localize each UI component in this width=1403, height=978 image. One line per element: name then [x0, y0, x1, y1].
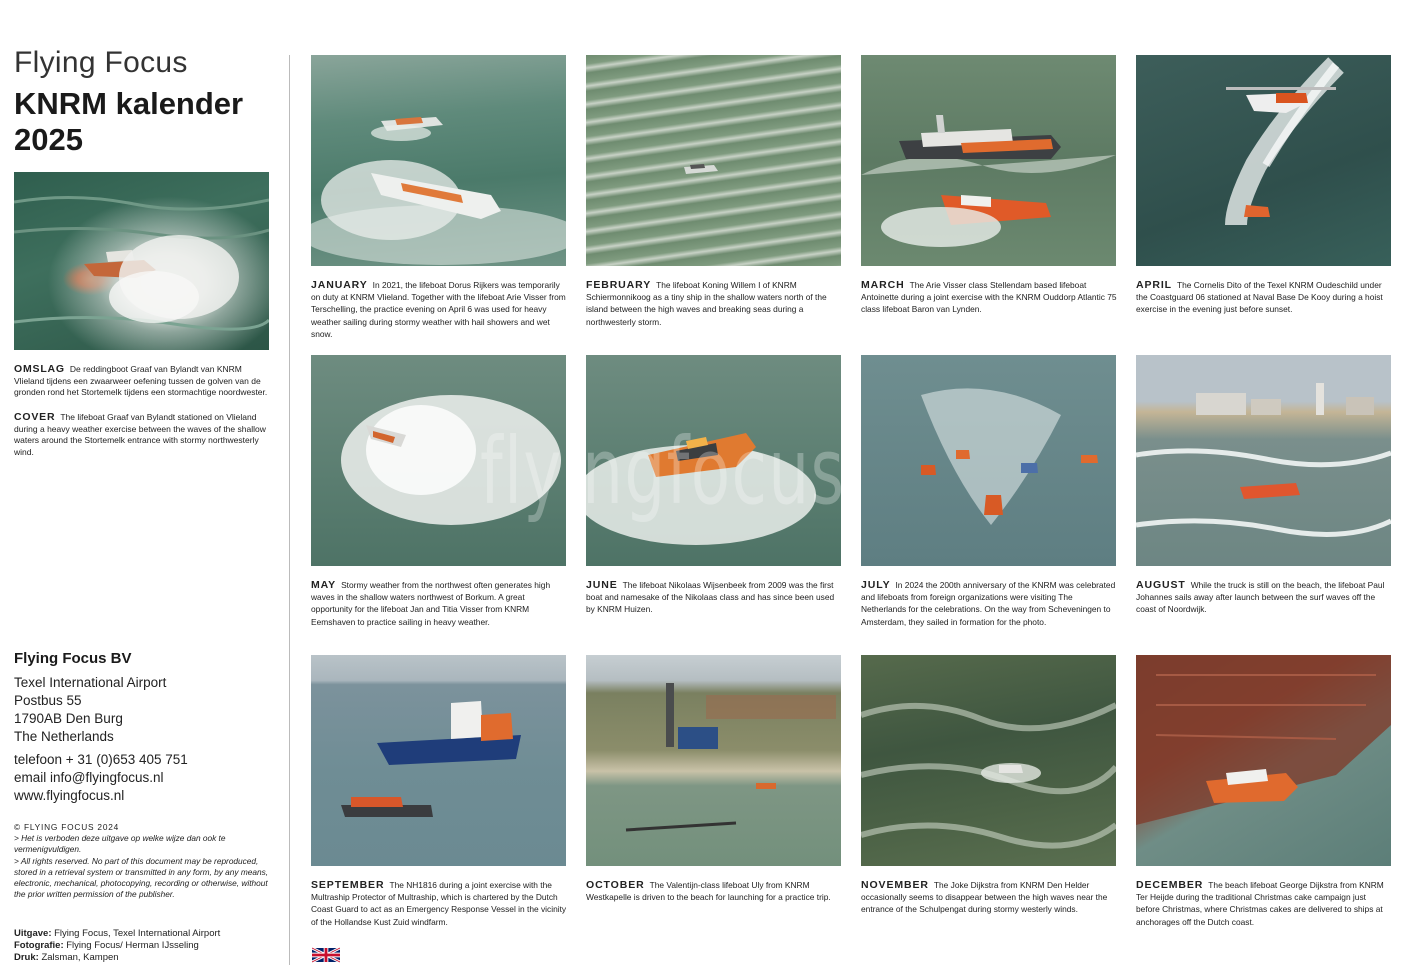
- month-label-january: JANUARY: [311, 279, 368, 291]
- photo-january: [311, 55, 566, 266]
- watermark: flyingfocus: [480, 418, 846, 525]
- caption-text-october: The Valentijn-class lifeboat Uly from KNRM Westkapelle is driven to the beach for launching for a practice trip.: [586, 880, 831, 903]
- month-label-march: MARCH: [861, 279, 905, 291]
- phone-number: telefoon + 31 (0)653 405 751: [14, 752, 188, 767]
- photo-march: [861, 55, 1116, 266]
- caption-september: [311, 879, 567, 928]
- druk-value: Zalsman, Kampen: [41, 952, 119, 963]
- caption-text-april: The Cornelis Dito of the Texel KNRM Oudeschild under the Coastguard 06 stationed at Naval Base De Kooy during a hoist exercise in the evening just before sunset.: [1136, 280, 1383, 315]
- fotografie-value: Flying Focus/ Herman IJsseling: [66, 940, 199, 951]
- caption-text-december: The beach lifeboat George Dijkstra from KNRM Ter Heijde during the traditional Christmas cake campaign just before Christmas, where Christmas cakes are delivered to ships at anchorages off the Dutch coast.: [1136, 880, 1384, 927]
- omslag-label: OMSLAG: [14, 363, 65, 375]
- month-label-july: JULY: [861, 579, 891, 591]
- caption-october: [586, 879, 842, 903]
- caption-december: [1136, 879, 1392, 928]
- month-label-december: DECEMBER: [1136, 879, 1204, 891]
- caption-text-july: In 2024 the 200th anniversary of the KNRM was celebrated and lifeboats from foreign organizations were visiting The Netherlands for the celebrations. On the way from Scheveningen to Amsterdam, they sailed in formation for the photo.: [861, 580, 1116, 627]
- fotografie-label: Fotografie:: [14, 940, 64, 951]
- photo-may: [311, 355, 566, 566]
- credits: [14, 928, 220, 964]
- caption-text-february: The lifeboat Koning Willem I of KNRM Schiermonnikoog as a tiny ship in the shallow waters north of the island between the high waves and breaking seas during a northwesterly storm.: [586, 280, 827, 327]
- calendar-title: KNRM kalender: [14, 86, 244, 121]
- photo-june: [586, 355, 841, 566]
- address-line-2: Postbus 55: [14, 693, 82, 708]
- cover-caption: [14, 412, 272, 458]
- omslag-caption: [14, 364, 272, 399]
- caption-january: [311, 279, 567, 340]
- caption-july: [861, 579, 1117, 628]
- photo-february: [586, 55, 841, 266]
- calendar-year: 2025: [14, 122, 83, 157]
- uk-flag-icon[interactable]: [312, 946, 340, 964]
- month-label-may: MAY: [311, 579, 337, 591]
- caption-text-may: Stormy weather from the northwest often generates high waves in the shallow waters northwest of Borkum. A great opportunity for the lifeboat Jan and Titia Visser from KNRM Eemshaven to practice sailing in heavy weather.: [311, 580, 551, 627]
- month-label-february: FEBRUARY: [586, 279, 652, 291]
- caption-august: [1136, 579, 1392, 616]
- caption-june: [586, 579, 842, 616]
- month-label-june: JUNE: [586, 579, 618, 591]
- website-link[interactable]: www.flyingfocus.nl: [14, 788, 125, 803]
- copyright-notice: [14, 822, 272, 900]
- left-column: [14, 0, 276, 978]
- caption-february: [586, 279, 842, 328]
- copyright-line-en: > All rights reserved. No part of this document may be reproduced, stored in a retrieval system or transmitted in any form, by any means, electronic, mechanical, photocopying, recording or otherwise, without the prior written permission of the publisher.: [14, 855, 269, 900]
- caption-text-november: The Joke Dijkstra from KNRM Den Helder occasionally seems to disappear between the high waves near the entrance of the Schulpengat during stormy westerly winds.: [861, 880, 1108, 915]
- photo-november: [861, 655, 1116, 866]
- cover-text: The lifeboat Graaf van Bylandt stationed on Vlieland during a heavy weather exercise between the waves of the shallow waters around the Stortemelk entrance with stormy northwesterly wind.: [14, 412, 266, 457]
- company-name: Flying Focus BV: [14, 650, 132, 667]
- caption-november: [861, 879, 1117, 916]
- druk-label: Druk:: [14, 952, 39, 963]
- month-label-september: SEPTEMBER: [311, 879, 385, 891]
- month-label-october: OCTOBER: [586, 879, 645, 891]
- uitgave-value: Flying Focus, Texel International Airport: [54, 928, 221, 939]
- caption-text-august: While the truck is still on the beach, the lifeboat Paul Johannes sails away after launch between the surf waves off the coast of Noordwijk.: [1136, 580, 1385, 615]
- uitgave-label: Uitgave:: [14, 928, 52, 939]
- caption-text-september: The NH1816 during a joint exercise with the Multraship Protector of Multraship, which is chartered by the Dutch Coast Guard to act as an Emergency Response Vessel in the vicinity of the Hollandse Kust Zuid windfarm.: [311, 880, 567, 927]
- copyright-line-nl: > Het is verboden deze uitgave op welke wijze dan ook te vermenigvuldigen.: [14, 833, 226, 855]
- photo-april: [1136, 55, 1391, 266]
- photo-august: [1136, 355, 1391, 566]
- caption-april: [1136, 279, 1392, 316]
- month-label-november: NOVEMBER: [861, 879, 929, 891]
- caption-march: [861, 279, 1117, 316]
- address-line-4: The Netherlands: [14, 729, 114, 744]
- brand-name: Flying Focus: [14, 46, 188, 79]
- photo-september: [311, 655, 566, 866]
- omslag-text: De reddingboot Graaf van Bylandt van KNRM Vlieland tijdens een zwaarweer oefening tussen de golven van de gronden rond het Stortemelk tijdens een stormachtige noordwester.: [14, 364, 268, 397]
- photo-december: [1136, 655, 1391, 866]
- cover-label: COVER: [14, 411, 56, 423]
- email-link[interactable]: email info@flyingfocus.nl: [14, 770, 164, 785]
- cover-photo: [14, 172, 269, 350]
- caption-text-june: The lifeboat Nikolaas Wijsenbeek from 2009 was the first boat and namesake of the Nikolaas class and has since been used by KNRM Huizen.: [586, 580, 835, 615]
- caption-may: [311, 579, 567, 628]
- month-label-april: APRIL: [1136, 279, 1172, 291]
- column-divider: [289, 55, 290, 965]
- caption-text-january: In 2021, the lifeboat Dorus Rijkers was temporarily on duty at KNRM Vlieland. Together with the lifeboat Arie Visser from Terschelling, the practice evening on April 6 was used for heavy weather sailing during stormy weather with hail showers and wet snow.: [311, 280, 566, 339]
- copyright-heading: © FLYING FOCUS 2024: [14, 822, 120, 832]
- address-line-1: Texel International Airport: [14, 675, 167, 690]
- caption-text-march: The Arie Visser class Stellendam based lifeboat Antoinette during a joint exercise with the KNRM Ouddorp Atlantic 75 class lifeboat Baron van Lynden.: [861, 280, 1117, 315]
- photo-october: [586, 655, 841, 866]
- address-line-3: 1790AB Den Burg: [14, 711, 123, 726]
- month-label-august: AUGUST: [1136, 579, 1186, 591]
- photo-july: [861, 355, 1116, 566]
